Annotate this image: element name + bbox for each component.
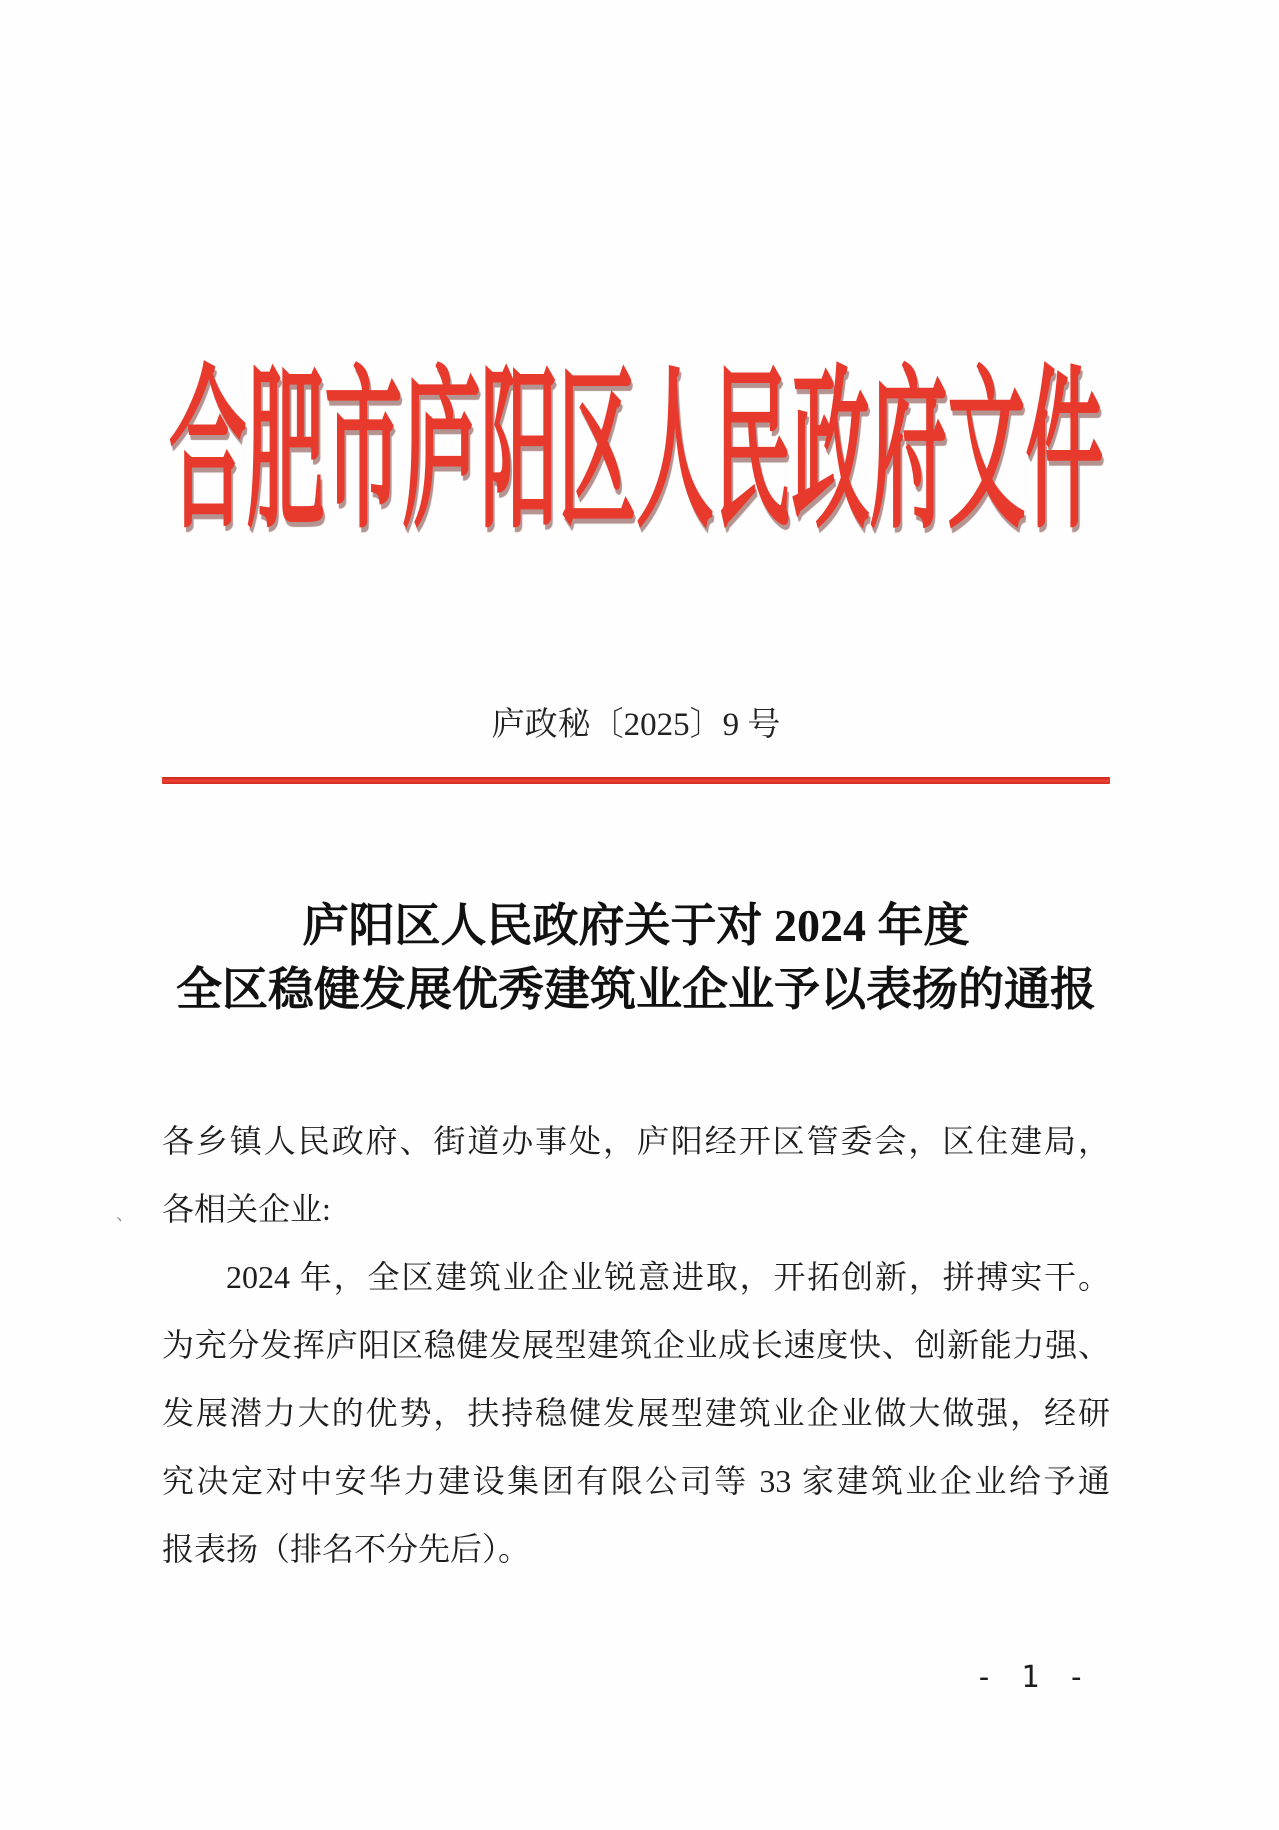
paragraph-line: 2024 年，全区建筑业企业锐意进取，开拓创新，拼搏实干。 [226,1259,1110,1295]
red-divider-rule [162,777,1110,784]
notice-body [162,1107,1110,1583]
recipients-line: 各相关企业: [162,1191,331,1227]
paragraph-line: 发展潜力大的优势，扶持稳健发展型建筑业企业做大做强，经研 [162,1395,1110,1431]
recipients-line: 各乡镇人民政府、街道办事处，庐阳经开区管委会，区住建局， [162,1123,1110,1159]
document-number: 庐政秘〔2025〕9 号 [491,707,781,743]
notice-title-line-1: 庐阳区人民政府关于对 2024 年度 [302,900,970,951]
page-number: - 1 - [975,1660,1091,1695]
paragraph-line: 究决定对中安华力建设集团有限公司等 33 家建筑业企业给予通 [162,1463,1110,1499]
letterhead [162,352,1110,552]
paragraph-line: 报表扬（排名不分先后）。 [162,1531,531,1567]
paragraph-line: 为充分发挥庐阳区稳健发展型建筑企业成长速度快、创新能力强、 [162,1327,1110,1363]
scan-artifact-mark: 、 [116,1204,134,1224]
notice-title [162,894,1110,1022]
notice-title-line-2: 全区稳健发展优秀建筑业企业予以表扬的通报 [176,964,1096,1015]
letterhead-title: 合肥市庐阳区人民政府文件 [168,355,1104,549]
